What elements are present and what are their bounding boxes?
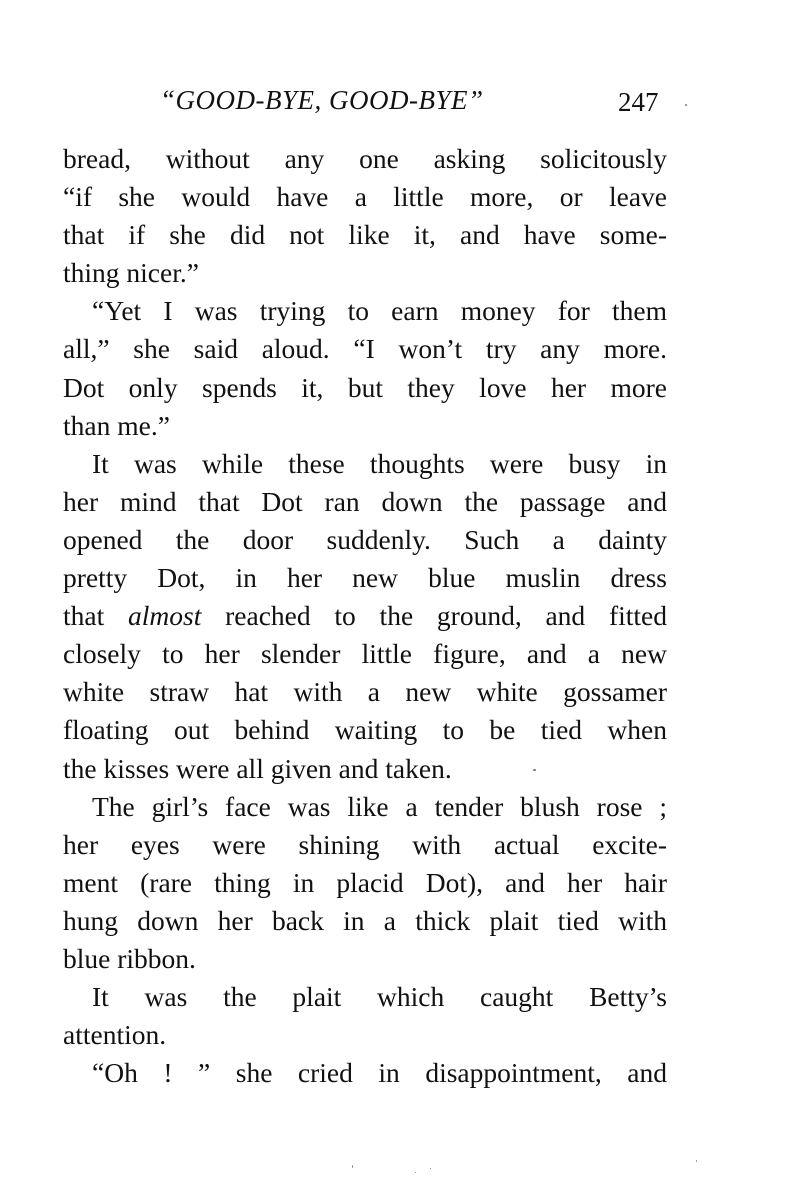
- scan-speck: [685, 104, 687, 106]
- scan-speck: [533, 769, 536, 771]
- text-line: that if she did not like it, and have some-: [63, 219, 667, 251]
- scan-speck: [696, 1160, 697, 1162]
- body-text: [63, 140, 667, 1092]
- text-line: than me.”: [63, 409, 170, 441]
- scan-speck: [430, 1168, 431, 1169]
- running-head: [160, 80, 680, 120]
- text-line: all,” she said aloud. “I won’t try any more.: [63, 333, 667, 365]
- text-line: bread, without any one asking solicitously: [63, 143, 667, 174]
- text-line: white straw hat with a new white gossamer: [63, 676, 667, 708]
- text-line: It was the plait which caught Betty’s: [92, 981, 667, 1013]
- text-line: ment (rare thing in placid Dot), and her hair: [63, 866, 667, 898]
- scan-speck: [415, 1172, 416, 1173]
- running-title: “GOOD-BYE, GOOD-BYE”: [160, 85, 484, 115]
- text-line: “if she would have a little more, or leave: [63, 181, 667, 213]
- text-line: the kisses were all given and taken.: [63, 752, 452, 784]
- page-number: 247: [618, 87, 659, 117]
- text-line-with-italic: that almost reached to the ground, and fitted: [63, 600, 667, 632]
- text-line: her mind that Dot ran down the passage and: [63, 485, 667, 517]
- text-line: opened the door suddenly. Such a dainty: [63, 523, 667, 555]
- text-line: floating out behind waiting to be tied when: [63, 714, 667, 746]
- text-line: her eyes were shining with actual excite-: [63, 828, 667, 860]
- text-line: Dot only spends it, but they love her more: [63, 371, 667, 403]
- text-line: blue ribbon.: [63, 942, 196, 974]
- text-line: attention.: [63, 1019, 167, 1051]
- text-line: pretty Dot, in her new blue muslin dress: [63, 562, 667, 594]
- text-line: “Yet I was trying to earn money for them: [92, 295, 667, 327]
- text-line: closely to her slender little figure, and a new: [63, 638, 667, 670]
- text-line: “Oh ! ” she cried in disappointment, and: [92, 1057, 667, 1089]
- text-line: It was while these thoughts were busy in: [92, 447, 667, 479]
- text-line: thing nicer.”: [63, 257, 199, 289]
- scan-speck: [352, 1165, 353, 1168]
- italic-word: almost: [128, 600, 202, 632]
- text-line: hung down her back in a thick plait tied with: [63, 904, 667, 936]
- text-line: The girl’s face was like a tender blush rose ;: [92, 790, 667, 822]
